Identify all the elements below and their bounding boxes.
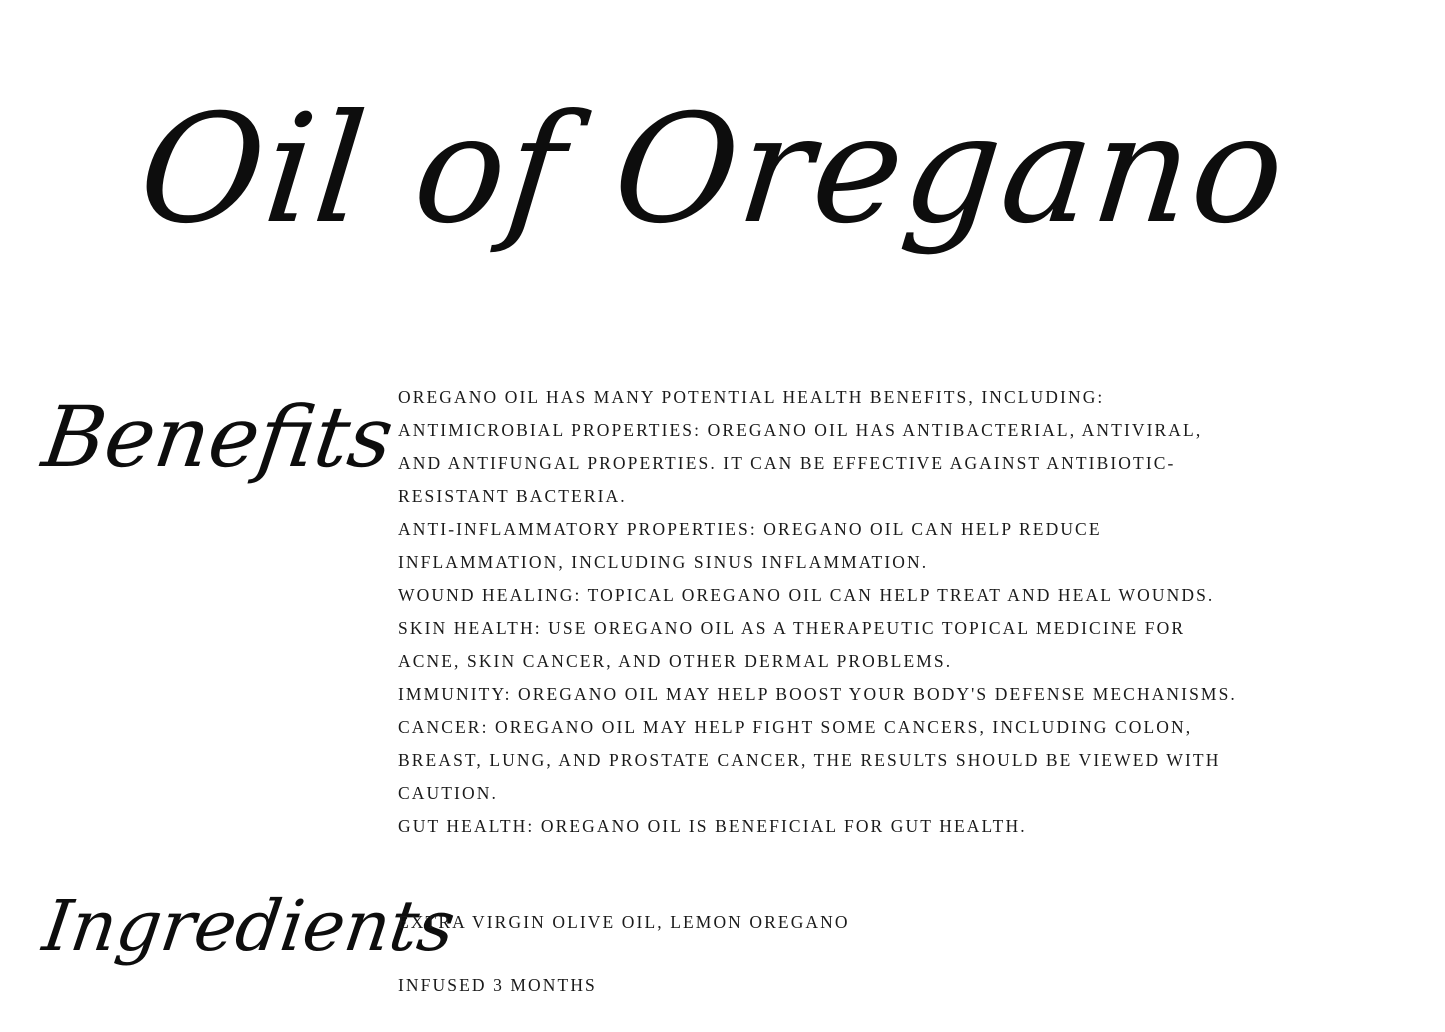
benefits-line: GUT HEALTH: OREGANO OIL IS BENEFICIAL FOR GUT HEALTH.: [398, 816, 1027, 836]
ingredients-line: EXTRA VIRGIN OLIVE OIL, LEMON OREGANO: [398, 912, 850, 932]
benefits-line: WOUND HEALING: TOPICAL OREGANO OIL CAN HELP TREAT AND HEAL WOUNDS.: [398, 585, 1215, 605]
section-heading-benefits: Benefits: [37, 388, 400, 486]
spacer: [398, 939, 1378, 969]
benefits-text-block: [398, 381, 1378, 843]
benefits-line: BREAST, LUNG, AND PROSTATE CANCER, THE RESULTS SHOULD BE VIEWED WITH: [398, 750, 1221, 770]
benefits-line: SKIN HEALTH: USE OREGANO OIL AS A THERAPEUTIC TOPICAL MEDICINE FOR: [398, 618, 1186, 638]
benefits-line: ANTI-INFLAMMATORY PROPERTIES: OREGANO OIL CAN HELP REDUCE: [398, 519, 1102, 539]
page-title: Oil of Oregano: [131, 83, 1295, 257]
ingredients-text-block: [398, 906, 1378, 1002]
benefits-line: RESISTANT BACTERIA.: [398, 486, 627, 506]
benefits-line: AND ANTIFUNGAL PROPERTIES. IT CAN BE EFFECTIVE AGAINST ANTIBIOTIC-: [398, 453, 1176, 473]
benefits-line: CANCER: OREGANO OIL MAY HELP FIGHT SOME CANCERS, INCLUDING COLON,: [398, 717, 1193, 737]
ingredients-line: INFUSED 3 MONTHS: [398, 975, 597, 995]
benefits-line: INFLAMMATION, INCLUDING SINUS INFLAMMATION.: [398, 552, 929, 572]
benefits-line: OREGANO OIL HAS MANY POTENTIAL HEALTH BENEFITS, INCLUDING:: [398, 387, 1105, 407]
benefits-line: ANTIMICROBIAL PROPERTIES: OREGANO OIL HAS ANTIBACTERIAL, ANTIVIRAL,: [398, 420, 1203, 440]
benefits-line: CAUTION.: [398, 783, 498, 803]
benefits-line: ACNE, SKIN CANCER, AND OTHER DERMAL PROBLEMS.: [398, 651, 953, 671]
section-heading-ingredients: Ingredients: [38, 885, 460, 967]
benefits-line: IMMUNITY: OREGANO OIL MAY HELP BOOST YOUR BODY'S DEFENSE MECHANISMS.: [398, 684, 1237, 704]
